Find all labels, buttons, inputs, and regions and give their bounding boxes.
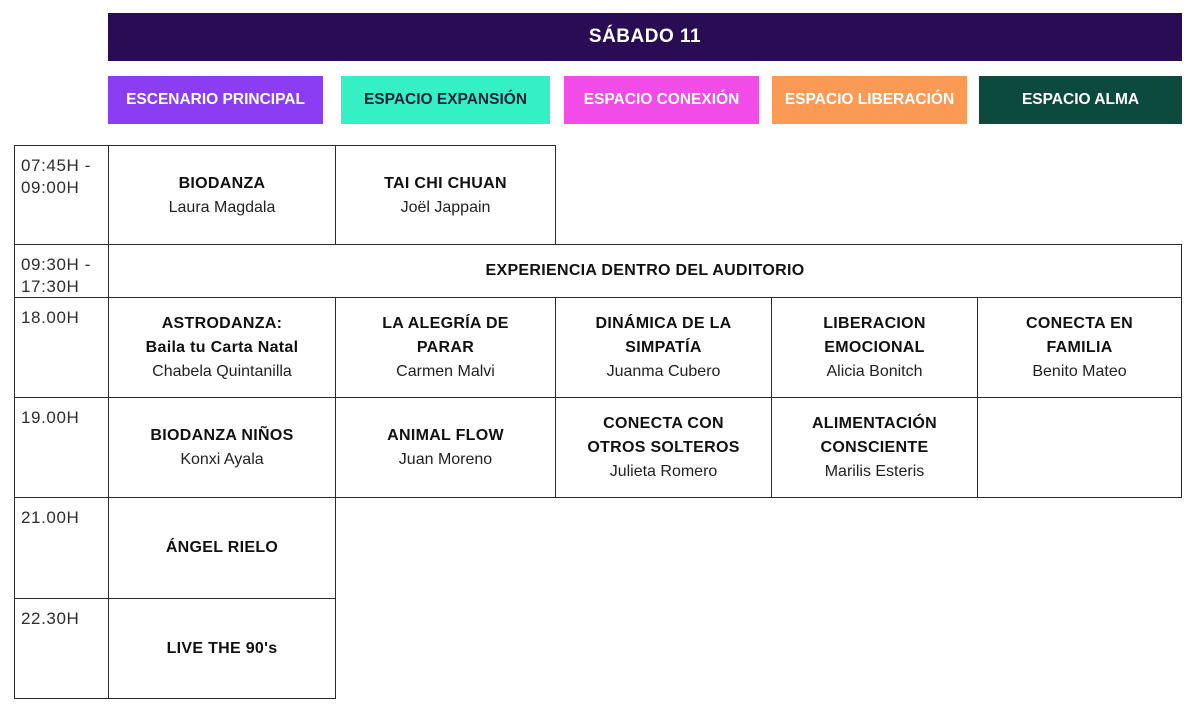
venue-label: ESCENARIO PRINCIPAL [126,91,305,108]
event-cell [335,397,556,498]
venue-label: ESPACIO EXPANSIÓN [363,91,528,108]
venue-espacio-expansion [341,76,550,124]
event-title: ALIMENTACIÓN CONSCIENTE [811,415,938,456]
event-title: CONECTA CON OTROS SOLTEROS [587,415,740,456]
event-speaker: Chabela Quintanilla [152,363,292,380]
event-title: DINÁMICA DE LA SIMPATÍA [595,315,732,356]
event-title: CONECTA EN FAMILIA [1026,315,1133,356]
venue-label: ESPACIO ALMA [1021,91,1140,108]
event-cell [108,598,336,699]
event-cell [977,297,1182,398]
time-slot: 07:45H - 09:00H [14,145,109,245]
day-header [108,13,1182,61]
event-title: LIBERACION EMOCIONAL [823,315,926,356]
venue-espacio-alma [979,76,1182,124]
event-speaker: Carmen Malvi [396,363,495,380]
time-slot: 21.00H [14,497,109,599]
event-cell [771,397,978,498]
event-title: ANIMAL FLOW [387,427,504,444]
venue-label: ESPACIO CONEXIÓN [583,91,740,108]
event-cell [108,297,336,398]
event-title: BIODANZA [178,174,266,192]
event-title: LIVE THE 90's [166,639,278,657]
event-title: ASTRODANZA: Baila tu Carta Natal [145,315,299,356]
event-speaker: Konxi Ayala [180,451,264,468]
event-cell-wide [108,244,1182,298]
time-slot: 18.00H [14,297,109,398]
event-speaker: Juanma Cubero [606,363,721,380]
event-speaker: Juan Moreno [398,451,493,468]
time-slot: 09:30H - 17:30H [14,244,109,298]
event-speaker: Alicia Bonitch [826,363,923,380]
event-cell [108,397,336,498]
event-cell [555,297,772,398]
event-cell [335,145,556,245]
event-cell [771,297,978,398]
event-title: TAI CHI CHUAN [384,174,507,192]
event-cell [108,145,336,245]
event-cell [108,497,336,599]
event-speaker: Benito Mateo [1032,363,1127,380]
venue-espacio-conexion [564,76,759,124]
event-title: LA ALEGRÍA DE PARAR [382,315,509,356]
event-speaker: Julieta Romero [609,463,718,480]
event-title: EXPERIENCIA DENTRO DEL AUDITORIO [485,262,805,279]
event-title: BIODANZA NIÑOS [150,427,294,444]
event-cell [335,297,556,398]
event-cell [555,397,772,498]
event-title: ÁNGEL RIELO [165,539,279,556]
event-speaker: Joël Jappain [400,198,491,216]
venue-espacio-liberacion [772,76,967,124]
event-cell-empty [977,397,1182,498]
venue-escenario-principal [108,76,323,124]
event-speaker: Laura Magdala [168,198,276,216]
time-slot: 19.00H [14,397,109,498]
day-title: SÁBADO 11 [588,26,702,47]
venue-label: ESPACIO LIBERACIÓN [784,91,955,108]
event-speaker: Marilis Esteris [824,463,925,480]
time-slot: 22.30H [14,598,109,699]
